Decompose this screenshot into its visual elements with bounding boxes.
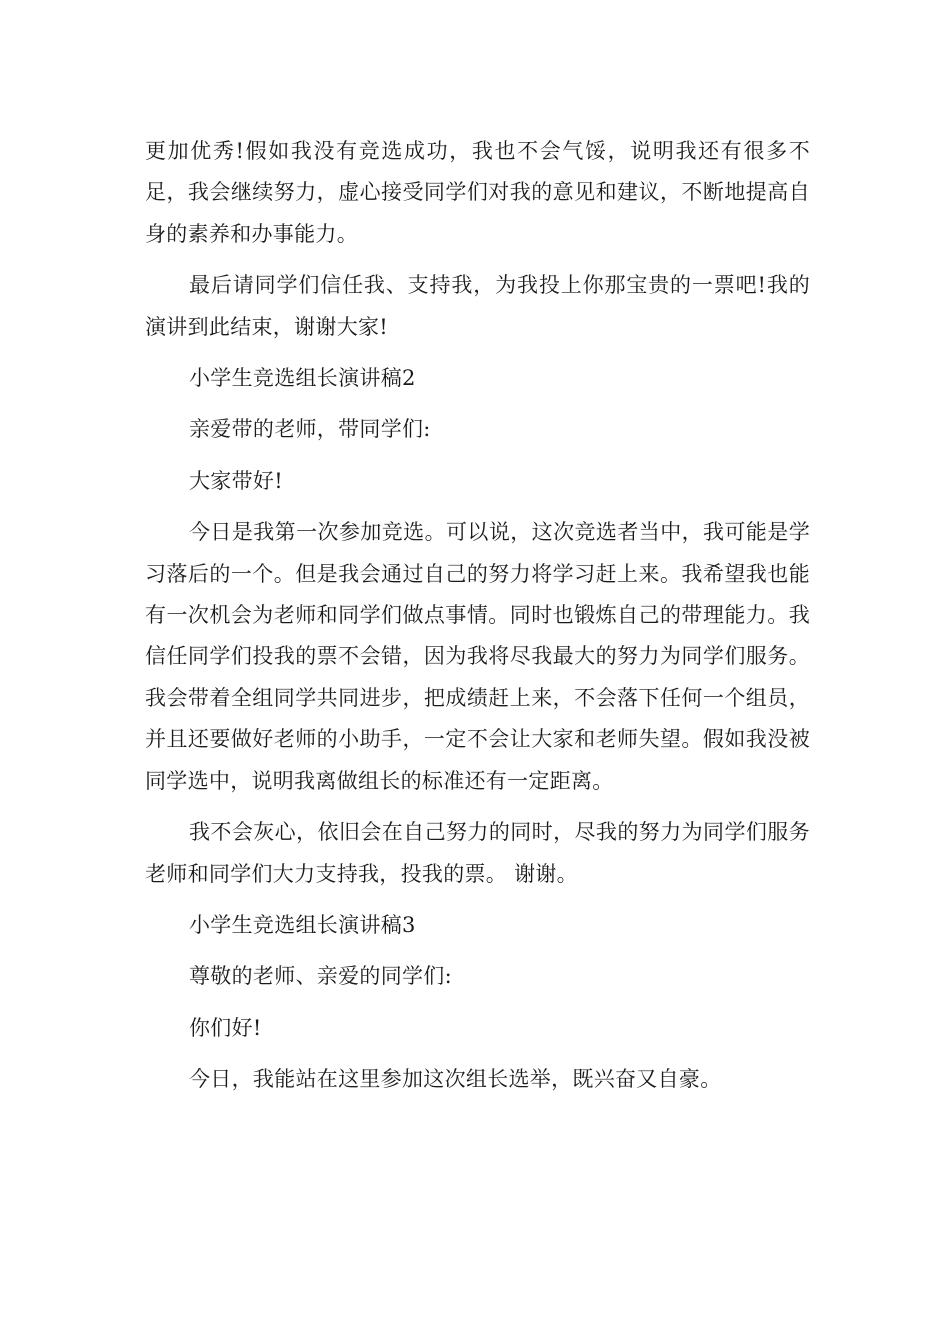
salutation-2: 亲爱带的老师，带同学们: bbox=[189, 417, 431, 442]
document-body bbox=[145, 131, 810, 1111]
paragraph-closing-2: 我不会灰心，依旧会在自己努力的同时，尽我的努力为同学们服务老师和同学们大力支持我，投我的票。 谢谢。 bbox=[145, 820, 810, 886]
paragraph-closing: 最后请同学们信任我、支持我，为我投上你那宝贵的一票吧!我的演讲到此结束，谢谢大家! bbox=[145, 273, 810, 339]
speech-title-3: 小学生竞选组长演讲稿3 bbox=[189, 912, 416, 937]
speech-title-2: 小学生竞选组长演讲稿2 bbox=[189, 366, 416, 391]
paragraph-continuation: 更加优秀!假如我没有竞选成功，我也不会气馁，说明我还有很多不足，我会继续努力，虚心接受同学们对我的意见和建议，不断地提高自身的素养和办事能力。 bbox=[145, 139, 810, 246]
greeting-2: 大家带好! bbox=[189, 468, 283, 493]
salutation-3: 尊敬的老师、亲爱的同学们: bbox=[189, 964, 452, 989]
paragraph-body-3: 今日，我能站在这里参加这次组长选举，既兴奋又自豪。 bbox=[189, 1067, 722, 1092]
greeting-3: 你们好! bbox=[189, 1015, 262, 1040]
paragraph-body-2: 今日是我第一次参加竞选。可以说，这次竞选者当中，我可能是学习落后的一个。但是我会通过自己的努力将学习赶上来。我希望我也能有一次机会为老师和同学们做点事情。同时也锻炼自己的带理能力。我信任同学们投我的票不会错，因为我将尽我最大的努力为同学们服务。我会带着全组同学共同进步，把成绩赶上来，不会落下任何一个组员，并且还要做好老师的小助手，一定不会让大家和老师失望。假如我没被同学选中，说明我离做组长的标准还有一定距离。 bbox=[145, 520, 810, 793]
